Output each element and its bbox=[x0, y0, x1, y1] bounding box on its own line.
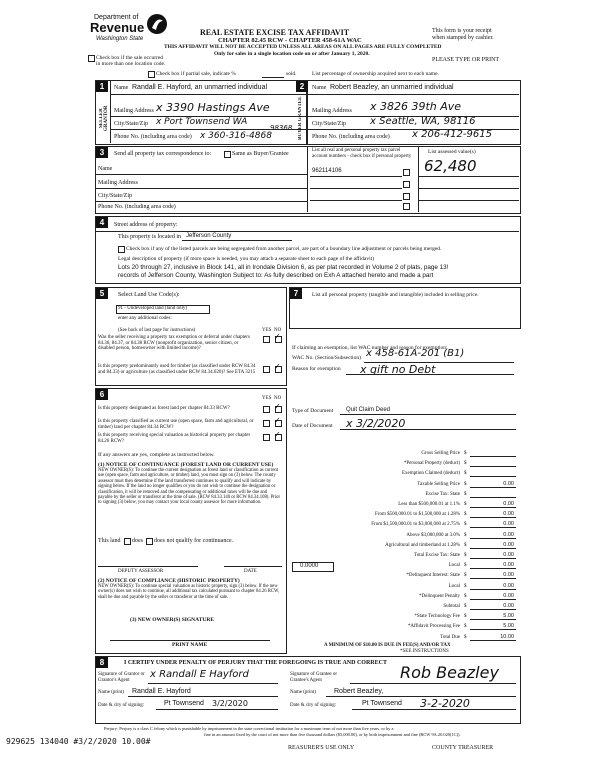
if-yes-label: If any answers are yes, complete as instructed below. bbox=[98, 452, 215, 458]
calc-row-line bbox=[470, 527, 516, 528]
calc-row-line bbox=[470, 609, 516, 610]
grantor-date-city-label: Date & city of signing: bbox=[98, 703, 145, 708]
this-land-label: This land bbox=[98, 538, 121, 544]
calc-row-value: 0.00 bbox=[503, 542, 514, 548]
notice-2-title: (2) NOTICE OF COMPLIANCE (HISTORIC PROPERTY) bbox=[98, 578, 240, 584]
calc-row-dollar: $ bbox=[464, 635, 467, 640]
calc-row-line bbox=[470, 476, 516, 477]
s6-question-2: Is this property classified as current use (open space, farm and agricultural, or timber) land per chapter 84.34 RCW? bbox=[98, 419, 254, 430]
calc-row-line bbox=[470, 507, 516, 508]
calc-row-value: 10.00 bbox=[500, 634, 514, 640]
same-as-buyer-checkbox[interactable] bbox=[224, 151, 231, 158]
land-use-label: Select Land Use Code(s): bbox=[118, 292, 180, 298]
calc-row-label: Local bbox=[448, 584, 460, 589]
grantee-date-city-label: Date & city of signing: bbox=[290, 703, 337, 708]
local-rate-value: 0.0000 bbox=[300, 563, 319, 569]
calc-row-dollar: $ bbox=[464, 594, 467, 599]
calc-row-line bbox=[470, 619, 516, 620]
s6-q1-yes[interactable] bbox=[263, 406, 270, 413]
new-owner-signature-title: (3) NEW OWNER(S) SIGNATURE bbox=[130, 617, 214, 623]
s5-yes-header: YES bbox=[262, 328, 272, 333]
sold-label: sold. bbox=[286, 71, 297, 77]
legal-description-line-2: records of Jefferson County, Washington Subject to: As fully described on Exh A attached hereto and made a part bbox=[118, 272, 434, 279]
deputy-assessor-label: DEPUTY ASSESSOR bbox=[118, 569, 164, 574]
grantor-signature-label: Signature of Grantor or Grantor's Agent bbox=[98, 672, 145, 683]
treasurer-use-only: REASURER'S USE ONLY bbox=[288, 745, 355, 751]
personal-property-checkbox-2[interactable] bbox=[403, 181, 410, 188]
seller-phone-value: x 360-316-4868 bbox=[200, 131, 272, 141]
segregation-checkbox[interactable] bbox=[118, 246, 125, 253]
s6-yes-header: YES bbox=[262, 396, 272, 401]
line bbox=[95, 231, 519, 232]
seller-phone-label: Phone No. (including area code) bbox=[114, 134, 192, 140]
legal-description-label: Legal description of property (if more space is needed, you may attach a separate sheet to each page of the affidavit) bbox=[118, 256, 374, 262]
line bbox=[346, 374, 514, 375]
s6-q3-yes[interactable] bbox=[263, 434, 270, 441]
calc-row-label: Subtotal bbox=[443, 604, 460, 609]
grantee-signature-label: Signature of Grantee or Grantee's Agent bbox=[290, 672, 338, 683]
line bbox=[95, 174, 307, 175]
partial-sale-line bbox=[262, 77, 284, 78]
ownership-label: List percentage of ownership acquired next to each name. bbox=[312, 71, 439, 77]
line bbox=[224, 566, 282, 567]
reason-value: x gift no Debt bbox=[360, 363, 436, 376]
section-3-number: 3 bbox=[96, 147, 108, 158]
date-label: DATE bbox=[244, 569, 257, 574]
s5-question-2: Is this property predominantly used for timber (as classified under RCW 84.34 and 84.33) or agriculture (as classified under RCW 84.34.020)? See ETA 3215 bbox=[98, 364, 256, 375]
see-instructions-note: *SEE INSTRUCTIONS bbox=[400, 649, 449, 654]
calc-row-value: 0.00 bbox=[503, 532, 514, 538]
calc-row-label: *Delinquent Penalty bbox=[419, 594, 460, 599]
enter-additional-label: enter any additional codes: bbox=[118, 316, 172, 321]
s3-phone-label: Phone No. (including area code) bbox=[98, 204, 176, 210]
calc-row-dollar: $ bbox=[464, 502, 467, 507]
line bbox=[418, 200, 519, 201]
calc-row-dollar: $ bbox=[464, 604, 467, 609]
s3-mailing-label: Mailing Address bbox=[98, 180, 138, 186]
section-1-number: 1 bbox=[96, 81, 108, 92]
grantor-name: Randall E. Hayford bbox=[132, 688, 191, 695]
multi-location-checkbox[interactable] bbox=[88, 55, 95, 62]
line bbox=[128, 696, 278, 697]
calc-row-dollar: $ bbox=[464, 584, 467, 589]
line bbox=[98, 566, 198, 567]
calc-row-line bbox=[470, 599, 516, 600]
line bbox=[352, 709, 516, 710]
please-type: PLEASE TYPE OR PRINT bbox=[432, 57, 500, 63]
section-4-number: 4 bbox=[96, 217, 108, 228]
personal-property-checkbox-4[interactable] bbox=[403, 203, 410, 210]
calc-row-line bbox=[470, 589, 516, 590]
calc-row-line bbox=[470, 548, 516, 549]
correspondence-label: Send all property tax correspondence to: bbox=[114, 151, 212, 157]
assessed-header: List assessed value(s) bbox=[428, 149, 476, 155]
land-does-checkbox[interactable] bbox=[124, 538, 131, 545]
buyer-city-label: City/State/Zip bbox=[312, 121, 346, 127]
doc-type-value: Quit Claim Deed bbox=[346, 407, 391, 413]
calc-row-value: 0.00 bbox=[503, 521, 514, 527]
buyer-name-value: Robert Beazley, an unmarried individual bbox=[330, 84, 454, 91]
calc-row-value: 0.00 bbox=[503, 603, 514, 609]
line bbox=[418, 188, 519, 189]
segregation-label: Check box if any of the listed parcels are being segregated from another parcel, are part of a boundary line adjustment or parcels being merged. bbox=[126, 246, 442, 252]
calc-row-label: Exemption Claimed (deduct) bbox=[401, 471, 460, 476]
line bbox=[350, 683, 516, 684]
buyer-phone-value: x 206-412-9615 bbox=[412, 129, 492, 140]
calc-row-dollar: $ bbox=[464, 553, 467, 558]
buyer-mailing-label: Mailing Address bbox=[312, 108, 352, 114]
seller-side-label: SELLER GRANTOR bbox=[99, 105, 109, 131]
line bbox=[310, 176, 402, 177]
section-8-number: 8 bbox=[96, 657, 108, 668]
assessed-value: 62,480 bbox=[424, 157, 477, 175]
calc-row-label: *Affidavit Processing Fee bbox=[407, 624, 460, 629]
print-name-label: PRINT NAME bbox=[172, 642, 208, 648]
calc-row-dollar: $ bbox=[464, 461, 467, 466]
calc-row-label: Total Excise Tax: State bbox=[413, 553, 460, 558]
calc-row-label: Local bbox=[448, 563, 460, 568]
s3-city-label: City/State/Zip bbox=[98, 193, 132, 199]
doc-type-label: Type of Document bbox=[292, 408, 334, 414]
calc-row-label: Above $3,000,000 at 3.0% bbox=[406, 533, 460, 538]
divider bbox=[110, 80, 111, 143]
form-title: REAL ESTATE EXCISE TAX AFFIDAVIT bbox=[200, 28, 350, 37]
line bbox=[148, 683, 278, 684]
s6-question-3: Is this property receiving special valuation as historical property per chapter 84.26 RCW? bbox=[98, 433, 251, 444]
grantee-name-label: Name (print) bbox=[290, 690, 316, 695]
buyer-phone-label: Phone No. (including area code) bbox=[312, 134, 390, 140]
calc-row-label: *Delinquent Interest: State bbox=[406, 573, 460, 578]
dor-logo bbox=[88, 8, 168, 48]
logo-state: Washington State bbox=[96, 36, 144, 42]
grantor-name-label: Name (print) bbox=[98, 690, 124, 695]
land-use-code: 91 - Undeveloped land (land only) bbox=[118, 306, 188, 311]
certify-statement: I CERTIFY UNDER PENALTY OF PERJURY THAT THE FOREGOING IS TRUE AND CORRECT bbox=[124, 660, 387, 666]
calc-row-value: 0.00 bbox=[503, 583, 514, 589]
logo-revenue: Revenue bbox=[90, 20, 145, 35]
s6-question-1: Is this property designated as forest land per chapter 84.33 RCW? bbox=[98, 406, 230, 411]
line bbox=[418, 176, 519, 177]
location-label: This property is located in bbox=[118, 234, 181, 240]
calc-row-label: *State Technology Fee bbox=[414, 614, 460, 619]
seller-name-value: Randall E. Hayford, an unmarried individual bbox=[132, 84, 268, 91]
form-valid-note: Only for sales in a single location code on or after January 1, 2020. bbox=[214, 51, 370, 57]
calc-row-value: 5.00 bbox=[503, 623, 514, 629]
s3-name-label: Name bbox=[98, 166, 113, 172]
calc-row-value: 0.00 bbox=[503, 593, 514, 599]
reason-label: Reason for exemption bbox=[292, 366, 341, 372]
s6-q1-check-mark: ✓ bbox=[274, 402, 281, 411]
seller-mailing-label: Mailing Address bbox=[114, 108, 154, 114]
calc-row-dollar: $ bbox=[464, 482, 467, 487]
line bbox=[310, 188, 402, 189]
calc-row-line bbox=[470, 578, 516, 579]
seller-mailing-value: x 3390 Hastings Ave bbox=[156, 101, 270, 114]
street-address-label: Street address of property: bbox=[114, 222, 178, 228]
grantee-name: Robert Beazley, bbox=[334, 688, 384, 695]
calc-row-line bbox=[470, 558, 516, 559]
line bbox=[156, 709, 278, 710]
same-as-buyer-label: Same as Buyer/Grantee bbox=[232, 151, 289, 157]
dor-emblem-icon bbox=[146, 12, 168, 36]
calc-row-dollar: $ bbox=[464, 471, 467, 476]
section-2-number: 2 bbox=[296, 81, 308, 92]
grantor-city: Pt Townsend bbox=[164, 700, 204, 707]
form-warning: THIS AFFIDAVIT WILL NOT BE ACCEPTED UNLESS ALL AREAS ON ALL PAGES ARE FULLY COMPLETED bbox=[164, 44, 442, 50]
calc-row-label: Taxable Selling Price bbox=[417, 482, 460, 487]
section-5-number: 5 bbox=[96, 288, 108, 299]
calc-row-value: 0.00 bbox=[503, 562, 514, 568]
divider bbox=[307, 146, 308, 212]
notice-2-text: NEW OWNER(S): To continue special valuation as historic property, sign (3) below. If the new owner(s) does not wish to continue, all additional tax calculated pursuant to chapter 84.26 RCW, shall be due and payable by the seller or transferor at the time of sale. bbox=[98, 584, 280, 600]
legal-description-line-1: Lots 20 through 27, inclusive in Block 141, all in Irondale Division 6, as per plat recorded in Volume 2 of plats, page 13! bbox=[118, 264, 449, 271]
notice-1-text: NEW OWNER(S): To continue the current designation as forest land or classification as current use (open space, farm and agriculture, or timber) land, you must sign on (3) below. The county assessor must then determine if the land transferred continues to qualify and will indicate by signing below. If the land no longer qualifies or you do not wish to continue the designation or classification, it will be removed and the compensating or additional taxes will be due and payable by the seller or transferor at the time of sale. (RCW 84.33.140 or RCW 84.34.108). Prior to signing (3) below, you may contact your local county assessor for more information. bbox=[98, 468, 281, 506]
county-treasurer: COUNTY TREASURER bbox=[432, 745, 494, 751]
calc-row-value: 0.00 bbox=[503, 552, 514, 558]
s6-q3-check-mark: ✓ bbox=[274, 430, 281, 439]
seller-city-value: x Port Townsend WA bbox=[156, 117, 248, 127]
calc-row-dollar: $ bbox=[464, 512, 467, 517]
calc-row-value: 0.00 bbox=[503, 572, 514, 578]
wac-label: WAC No. (Section/Subsection) bbox=[292, 355, 361, 361]
line bbox=[110, 640, 270, 641]
s6-q2-yes[interactable] bbox=[263, 420, 270, 427]
line bbox=[182, 240, 292, 241]
line bbox=[340, 429, 516, 430]
calc-row-dollar: $ bbox=[464, 451, 467, 456]
line bbox=[340, 414, 516, 415]
section-7-number: 7 bbox=[290, 288, 302, 299]
location-value: Jefferson County bbox=[186, 233, 232, 239]
grantee-date: 3-2-2020 bbox=[420, 697, 470, 710]
calc-row-line bbox=[470, 456, 516, 457]
line bbox=[110, 129, 306, 130]
calc-row-dollar: $ bbox=[464, 522, 467, 527]
s6-no-header: NO bbox=[274, 396, 282, 401]
grantee-city: Pt Townsend bbox=[362, 700, 402, 707]
receipt-note-1: This form is your receipt bbox=[432, 28, 492, 34]
buyer-city-value: x Seattle, WA, 98116 bbox=[370, 116, 476, 127]
calc-row-line bbox=[470, 568, 516, 569]
calc-row-line bbox=[470, 538, 516, 539]
calc-row-value: 0.00 bbox=[503, 481, 514, 487]
perjury-line-1: Perjury: Perjury is a class C felony which is punishable by imprisonment in the state correctional institution for a maximum term of not more than five years, or by a bbox=[104, 726, 394, 731]
divider bbox=[418, 146, 419, 212]
multi-location-label-2: in more than one location code. bbox=[96, 61, 166, 67]
doc-date-label: Date of Document bbox=[292, 423, 333, 429]
land-does-not-checkbox[interactable] bbox=[146, 538, 153, 545]
calc-row-label: Less than $500,000.01 at 1.1% bbox=[398, 502, 460, 507]
buyer-name-label: Name bbox=[312, 85, 327, 91]
grantor-date: 3/2/2020 bbox=[212, 699, 248, 708]
s5-question-1: Was the seller receiving a property tax exemption or deferral under chapters 84.36, 84.37, or 84.38 RCW (nonprofit organization, senior citizen, or disabled person, homeowner with limited income)? bbox=[98, 335, 250, 352]
personal-property-checkbox-1[interactable] bbox=[403, 169, 410, 176]
logo-department: Department of bbox=[94, 14, 139, 21]
calc-row-line bbox=[470, 517, 516, 518]
multi-location-label-1: Check box if the sale occurred bbox=[96, 55, 164, 61]
calc-row-label: Total Due bbox=[440, 635, 460, 640]
see-back-label: (See back of last page for instructions) bbox=[118, 328, 196, 333]
calc-row-dollar: $ bbox=[464, 573, 467, 578]
seller-zip-value: 98368 bbox=[270, 124, 293, 132]
wac-value: x 458-61A-201 (B1) bbox=[366, 348, 465, 359]
seller-city-label: City/State/Zip bbox=[114, 121, 148, 127]
calc-row-value: 0.00 bbox=[503, 511, 514, 517]
doc-date-value: x 3/2/2020 bbox=[346, 417, 406, 430]
grantor-signature: x Randall E Hayford bbox=[150, 669, 249, 680]
calc-row-label: Excise Tax: State bbox=[425, 492, 460, 497]
s5-no-header: NO bbox=[274, 328, 282, 333]
line bbox=[310, 200, 402, 201]
calc-row-label: Agricultural and timberland at 1.28% bbox=[385, 543, 460, 548]
calc-row-line bbox=[470, 497, 516, 498]
calc-row-dollar: $ bbox=[464, 563, 467, 568]
s6-q2-check-mark: ✓ bbox=[274, 416, 281, 425]
s5-q2-check-mark: ✓ bbox=[274, 362, 281, 371]
section-6-number: 6 bbox=[96, 389, 108, 400]
perjury-line-2: fine in an amount fixed by the court of not more than five thousand dollars ($5,000.00), or by both imprisonment and fine (RCW 9A.20.020(1C)). bbox=[204, 732, 461, 737]
line bbox=[110, 94, 306, 95]
calc-row-dollar: $ bbox=[464, 492, 467, 497]
receipt-note-2: when stamped by cashier. bbox=[432, 35, 494, 41]
exemption-label: If claiming an exemption, list WAC number and reason for exemption: bbox=[292, 345, 448, 351]
calc-row-line bbox=[470, 466, 516, 467]
calc-row-line bbox=[470, 487, 516, 488]
buyer-side-label: BUYER GRANTEE bbox=[298, 96, 303, 140]
s5-q1-check-mark: ✓ bbox=[274, 332, 281, 341]
calc-row-line bbox=[470, 640, 516, 641]
calc-row-value: 5.00 bbox=[503, 613, 514, 619]
does-label: does bbox=[132, 538, 143, 544]
calc-row-dollar: $ bbox=[464, 624, 467, 629]
calc-row-label: *Personal Property (deduct) bbox=[403, 461, 460, 466]
calc-row-label: From $500,000.01 to $1,500,000 at 1.28% bbox=[375, 512, 460, 517]
parcel-header: List all real and personal property tax parcel account numbers - check box if personal property bbox=[312, 148, 412, 159]
calc-row-label: From $1,500,000.01 to $3,000,000 at 2.75% bbox=[371, 522, 460, 527]
parcel-number: 962114106 bbox=[312, 168, 342, 174]
line bbox=[95, 188, 307, 189]
calc-row-line bbox=[470, 629, 516, 630]
grantee-signature: Rob Beazley bbox=[400, 663, 499, 682]
form-subtitle: CHAPTER 82.45 RCW - CHAPTER 458-61A WAC bbox=[218, 37, 362, 44]
notice-1-title: (1) NOTICE OF CONTINUANCE (FOREST LAND OR CURRENT USE) bbox=[98, 462, 274, 468]
line bbox=[95, 201, 307, 202]
calc-row-label: Gross Selling Price bbox=[421, 451, 460, 456]
personal-property-label: List all personal property (tangible and intangible) included in selling price. bbox=[312, 292, 479, 298]
partial-sale-label: Check box if partial sale, indicate % bbox=[156, 71, 236, 77]
calc-row-dollar: $ bbox=[464, 614, 467, 619]
does-not-label: does not qualify for continuance. bbox=[154, 538, 234, 544]
partial-sale-checkbox[interactable] bbox=[148, 71, 155, 78]
line bbox=[307, 94, 519, 95]
s5-q1-yes[interactable] bbox=[263, 336, 270, 343]
personal-property-checkbox-3[interactable] bbox=[403, 193, 410, 200]
s5-q2-yes[interactable] bbox=[263, 366, 270, 373]
calc-row-dollar: $ bbox=[464, 543, 467, 548]
calc-row-dollar: $ bbox=[464, 533, 467, 538]
buyer-mailing-value: x 3826 39th Ave bbox=[370, 100, 462, 113]
minimum-due-note: A MINIMUM OF $10.00 IS DUE IN FEE(S) AND/OR TAX bbox=[324, 643, 451, 648]
recording-stamp: 929625 134040 #3/2/2020 10.00# bbox=[6, 737, 151, 746]
seller-name-label: Name bbox=[114, 85, 129, 91]
calc-row-value: 0.00 bbox=[503, 501, 514, 507]
